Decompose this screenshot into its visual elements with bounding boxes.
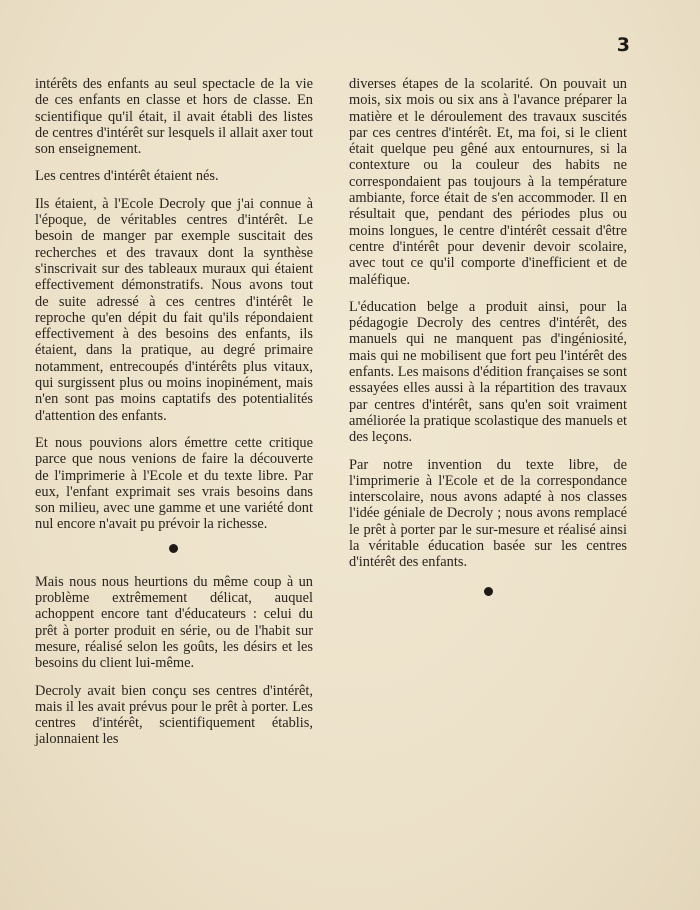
paragraph: Et nous pouvions alors émettre cette critique parce que nous venions de faire la découverte de l'imprimerie à l'Ecole et du texte libre. Par eux, l'enfant exprimait ses vrais besoins dans son milieu, avec une gamme et une variété dont nul encore n'avait pu prévoir la richesse. [35,434,313,533]
right-column [349,76,627,596]
paragraph: Par notre invention du texte libre, de l'imprimerie à l'Ecole et de la correspondance interscolaire, nous avons adapté à nos classes l'idée géniale de Decroly ; nous avons remplacé le prêt à porter par le sur-mesure et réalisé ainsi la véritable éducation basée sur les centres d'intérêt des enfants. [349,456,627,571]
paragraph: Ils étaient, à l'Ecole Decroly que j'ai connue à l'époque, de véritables centres d'intérêt. Le besoin de manger par exemple suscitait des recherches et des travaux dont la synthèse s'inscrivait sur des tableaux muraux qui étaient effectivement démonstratifs. Nous avons tout de suite adressé à ces centres d'intérêt le reproche qu'en dépit du fait qu'ils répondaient effectivement à des besoins des enfants, ils étaient, dans la pratique, au degré primaire notamment, entrecoupés d'intérêts plus vitaux, qui surgissent plus ou moins inopinément, mais n'en sont pas moins captatifs des potentialités d'attention des enfants. [35,195,313,424]
left-column [35,76,313,759]
paragraph: intérêts des enfants au seul spectacle de la vie de ces enfants en classe et hors de classe. En scientifique qu'il était, il avait établi des listes de centres d'intérêt sur lesquels il allait axer tout son enseignement. [35,76,313,158]
section-bullet [169,544,178,553]
page-number: 3 [616,34,630,56]
paragraph: L'éducation belge a produit ainsi, pour la pédagogie Decroly des centres d'intérêt, des manuels qui ne manquent pas d'ingéniosité, mais qui ne mobilisent que fort peu l'intérêt des enfants. Les maisons d'édition françaises se sont essayées elles aussi à la répartition des travaux par centres d'intérêt, sans qu'en soit vraiment améliorée la pratique scolastique des manuels et des leçons. [349,298,627,446]
paragraph: Decroly avait bien conçu ses centres d'intérêt, mais il les avait prévus pour le prêt à porter. Les centres d'intérêt, scientifiquement établis, jalonnaient les [35,682,313,748]
paragraph: Les centres d'intérêt étaient nés. [35,168,219,185]
paragraph: Mais nous nous heurtions du même coup à un problème extrêmement délicat, auquel achoppent encore tant d'éducateurs : celui du prêt à porter produit en série, ou de l'habit sur mesure, réalisé selon les goûts, les désirs et les besoins du client lui-même. [35,573,313,672]
paragraph: diverses étapes de la scolarité. On pouvait un mois, six mois ou six ans à l'avance préparer la matière et le déroulement des travaux suscités par ces centres d'intérêt. Et, ma foi, si le client était quelque peu gêné aux entournures, si la contexture ou la couleur des habits ne correspondaient pas toujours à la température ambiante, force était de s'en accommoder. Il en résultait que, pendant des périodes plus ou moins longues, le centre d'intérêt cessait d'être centre d'intérêt pour devenir devoir scolaire, avec tout ce qu'il comporte d'inefficient et de maléfique. [349,76,627,288]
section-bullet [484,587,493,596]
